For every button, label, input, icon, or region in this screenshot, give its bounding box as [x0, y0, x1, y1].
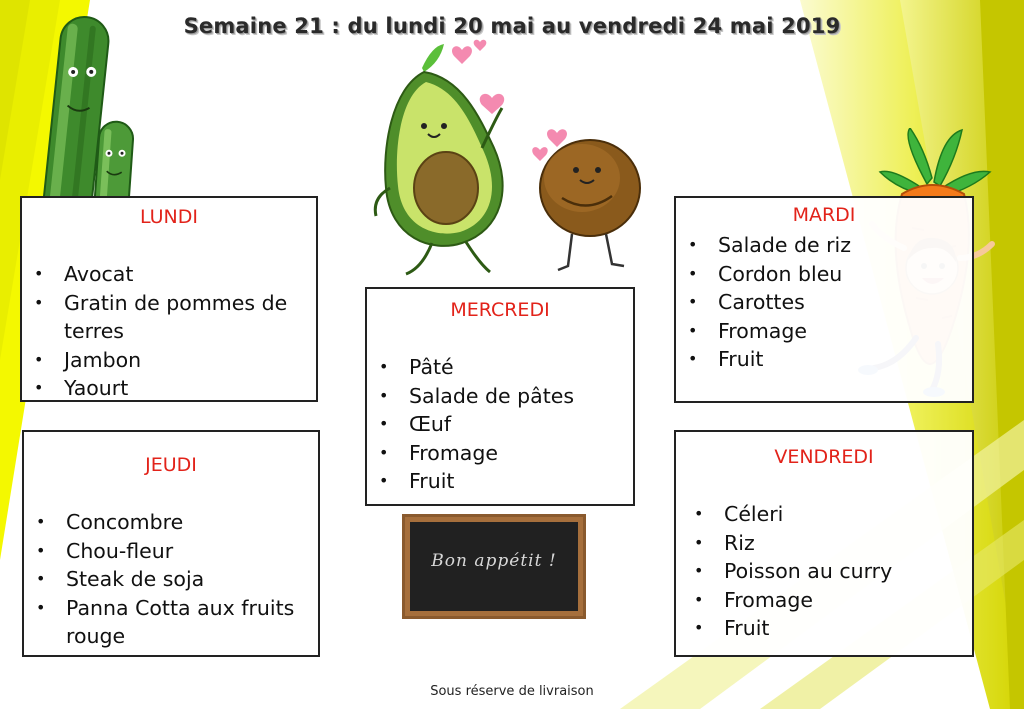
day-card-mercredi	[365, 287, 635, 506]
list-item: • Fromage	[676, 317, 968, 346]
list-item: • Panna Cotta aux fruits rouge	[24, 594, 312, 651]
day-title-mercredi: MERCREDI	[450, 299, 550, 321]
menu-list-lundi	[22, 260, 310, 403]
day-card-lundi	[20, 196, 318, 402]
menu-list-vendredi	[682, 500, 968, 643]
menu-list-mercredi	[367, 353, 629, 496]
day-title-jeudi: JEUDI	[145, 454, 197, 476]
list-item: • Gratin de pommes de terres	[22, 289, 310, 346]
menu-list-mardi	[676, 231, 968, 374]
list-item: • Carottes	[676, 288, 968, 317]
list-item: • Fruit	[682, 614, 968, 643]
list-item: • Jambon	[22, 346, 310, 375]
chalkboard-text: Bon appétit !	[431, 551, 557, 571]
list-item: • Fromage	[682, 586, 968, 615]
page-title: Semaine 21 : du lundi 20 mai au vendredi 24 mai 2019	[183, 14, 841, 38]
day-card-mardi	[674, 196, 974, 403]
list-item: • Riz	[682, 529, 968, 558]
list-item: • Cordon bleu	[676, 260, 968, 289]
list-item: • Fromage	[367, 439, 629, 468]
list-item: • Fruit	[367, 467, 629, 496]
list-item: • Salade de pâtes	[367, 382, 629, 411]
menu-list-jeudi	[24, 508, 312, 651]
day-card-jeudi	[22, 430, 320, 657]
day-card-vendredi	[674, 430, 974, 657]
list-item: • Œuf	[367, 410, 629, 439]
day-title-vendredi: VENDREDI	[774, 446, 874, 468]
list-item: • Chou-fleur	[24, 537, 312, 566]
list-item: • Avocat	[22, 260, 310, 289]
list-item: • Céleri	[682, 500, 968, 529]
list-item: • Salade de riz	[676, 231, 968, 260]
list-item: • Pâté	[367, 353, 629, 382]
list-item: • Fruit	[676, 345, 968, 374]
day-title-mardi: MARDI	[792, 204, 856, 226]
footer-note: Sous réserve de livraison	[430, 684, 594, 699]
list-item: • Steak de soja	[24, 565, 312, 594]
list-item: • Poisson au curry	[682, 557, 968, 586]
day-title-lundi: LUNDI	[140, 206, 198, 228]
list-item: • Concombre	[24, 508, 312, 537]
list-item: • Yaourt	[22, 374, 310, 403]
avocado-potato-illustration	[362, 38, 652, 283]
